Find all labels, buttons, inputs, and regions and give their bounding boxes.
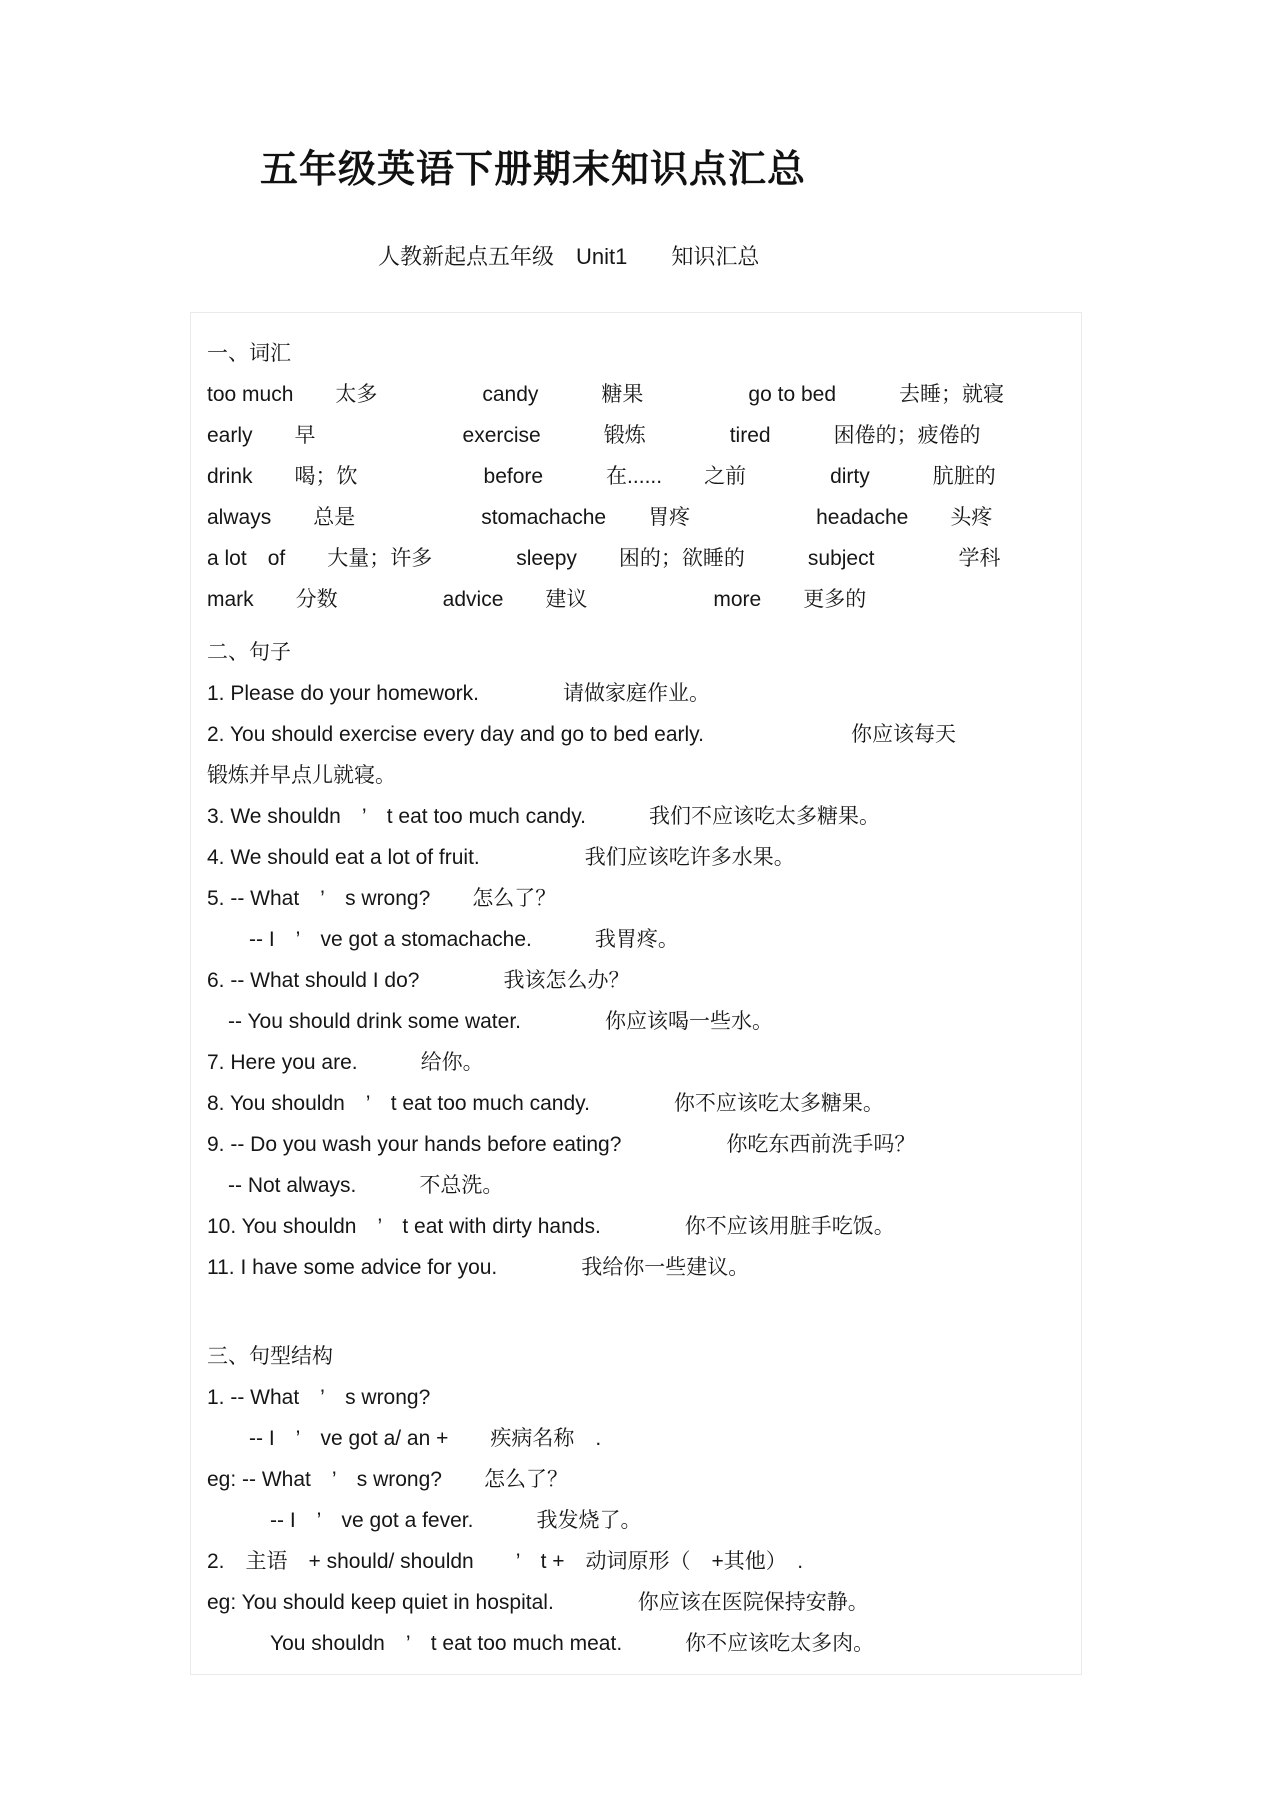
content-line: 3. We shouldn ’ t eat too much candy. 我们不应该吃太多糖果。 [207, 805, 880, 828]
content-line: always 总是 stomachache 胃疼 headache 头疼 [207, 506, 993, 529]
content-line: 2. You should exercise every day and go to bed early. 你应该每天 [207, 723, 956, 746]
content-line: 1. -- What ’ s wrong? [207, 1386, 431, 1409]
content-line: mark 分数 advice 建议 more 更多的 [207, 588, 867, 611]
content-line: early 早 exercise 锻炼 tired 困倦的；疲倦的 [207, 424, 981, 447]
content-line: 10. You shouldn ’ t eat with dirty hands. 你不应该用脏手吃饭。 [207, 1215, 895, 1238]
content-line: 锻炼并早点儿就寝。 [207, 764, 396, 787]
content-line: 5. -- What ’ s wrong? 怎么了？ [207, 887, 557, 910]
section-2 [207, 632, 1066, 1288]
page-subtitle: 人教新起点五年级 Unit1 知识汇总 [378, 244, 760, 269]
content-line: -- I ’ ve got a/ an + 疾病名称 . [207, 1427, 602, 1450]
content-line: 2. 主语 + should/ shouldn ’ t + 动词原形（ +其他） . [207, 1550, 804, 1573]
page-title: 五年级英语下册期末知识点汇总 [260, 149, 807, 191]
section-heading: 一、词汇 [207, 342, 291, 365]
document-body [190, 312, 1082, 1675]
content-line: 7. Here you are. 给你。 [207, 1051, 484, 1074]
section-heading: 二、句子 [207, 641, 291, 664]
content-line: eg: You should keep quiet in hospital. 你应该在医院保持安静。 [207, 1591, 869, 1614]
content-line: drink 喝；饮 before 在...... 之前 dirty 肮脏的 [207, 465, 996, 488]
content-line: eg: -- What ’ s wrong? 怎么了？ [207, 1468, 568, 1491]
content-line: -- You should drink some water. 你应该喝一些水。 [207, 1010, 773, 1033]
content-line: 9. -- Do you wash your hands before eating? 你吃东西前洗手吗？ [207, 1133, 916, 1156]
content-line: 8. You shouldn ’ t eat too much candy. 你不应该吃太多糖果。 [207, 1092, 884, 1115]
section-1 [207, 333, 1066, 620]
content-line: You shouldn ’ t eat too much meat. 你不应该吃太多肉。 [207, 1632, 875, 1655]
content-line: -- Not always. 不总洗。 [207, 1174, 504, 1197]
section-3 [207, 1336, 1066, 1664]
section-heading: 三、句型结构 [207, 1345, 333, 1368]
content-line: -- I ’ ve got a stomachache. 我胃疼。 [207, 928, 679, 951]
content-line: 6. -- What should I do? 我该怎么办？ [207, 969, 630, 992]
content-line: a lot of 大量；许多 sleepy 困的；欲睡的 subject 学科 [207, 547, 1001, 570]
content-line: too much 太多 candy 糖果 go to bed 去睡；就寝 [207, 383, 1004, 406]
content-line: 4. We should eat a lot of fruit. 我们应该吃许多水果。 [207, 846, 795, 869]
content-line: 1. Please do your homework. 请做家庭作业。 [207, 682, 710, 705]
content-line: 11. I have some advice for you. 我给你一些建议。 [207, 1256, 750, 1279]
content-line: -- I ’ ve got a fever. 我发烧了。 [207, 1509, 642, 1532]
